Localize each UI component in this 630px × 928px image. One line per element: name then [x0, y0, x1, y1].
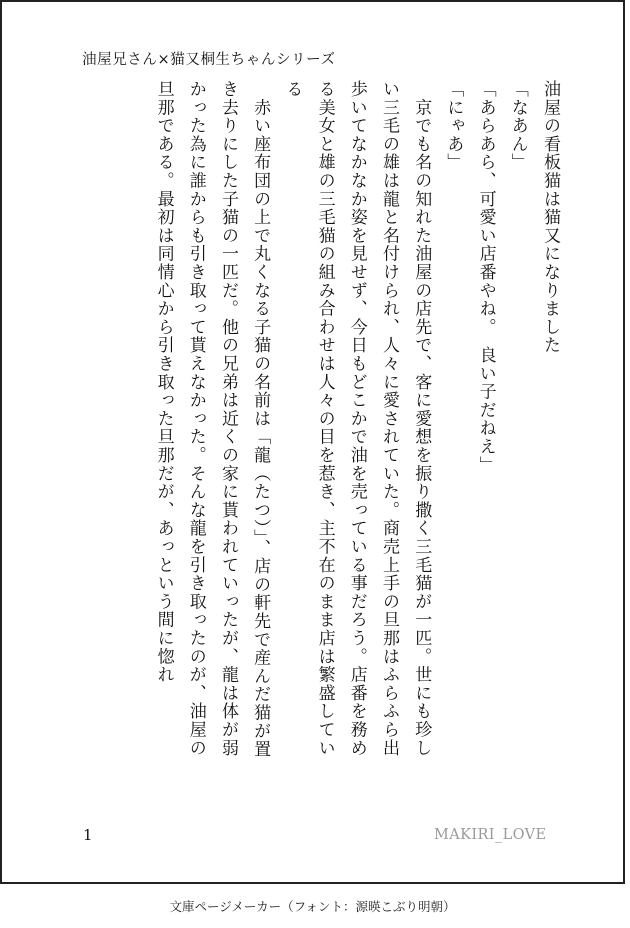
- narration-paragraph: 京でも名の知れた油屋の店先で、客に愛想を振り撒く三毛猫が一匹。世にも珍しい三毛の雄は龍と名付けられ、人々に愛されていた。商売上手の旦那はふらふら出歩いてなかなか姿を見せず、今日もどこかで油を売っている事だろう。店番を務める美女と雄の三毛猫の組み合わせは人々の目を惹き、主不在のまま店は繁盛している: [282, 80, 432, 758]
- dialogue-line: 「あらあら、可愛い店番やね。 良い子だねえ」: [475, 80, 496, 475]
- narration-paragraph: 赤い座布団の上で丸くなる子猫の名前は「龍（たつ）」、店の軒先で産んだ猫が置き去りにした子猫の一匹だ。他の兄弟は近くの家に貰われていったが、龍は体が弱かった為に誰からも引き取って貰えなかった。そんな龍を引き取ったのが、油屋の旦那である。最初は同情心から引き取った旦那だが、あっという間に惚れ: [153, 80, 271, 759]
- story-title: 油屋の看板猫は猫又になりました: [540, 80, 560, 355]
- vertical-body-text: [76, 80, 566, 765]
- page-number: 1: [83, 826, 93, 844]
- dialogue-line: 「なあん」: [507, 80, 528, 172]
- footer-credit: 文庫ページメーカー（フォント：源暎こぶり明朝）: [169, 899, 456, 914]
- author-name: MAKIRI_LOVE: [434, 827, 547, 843]
- dialogue-line: 「にゃあ」: [443, 80, 464, 172]
- series-title: 油屋兄さん×猫又桐生ちゃんシリーズ: [82, 52, 336, 68]
